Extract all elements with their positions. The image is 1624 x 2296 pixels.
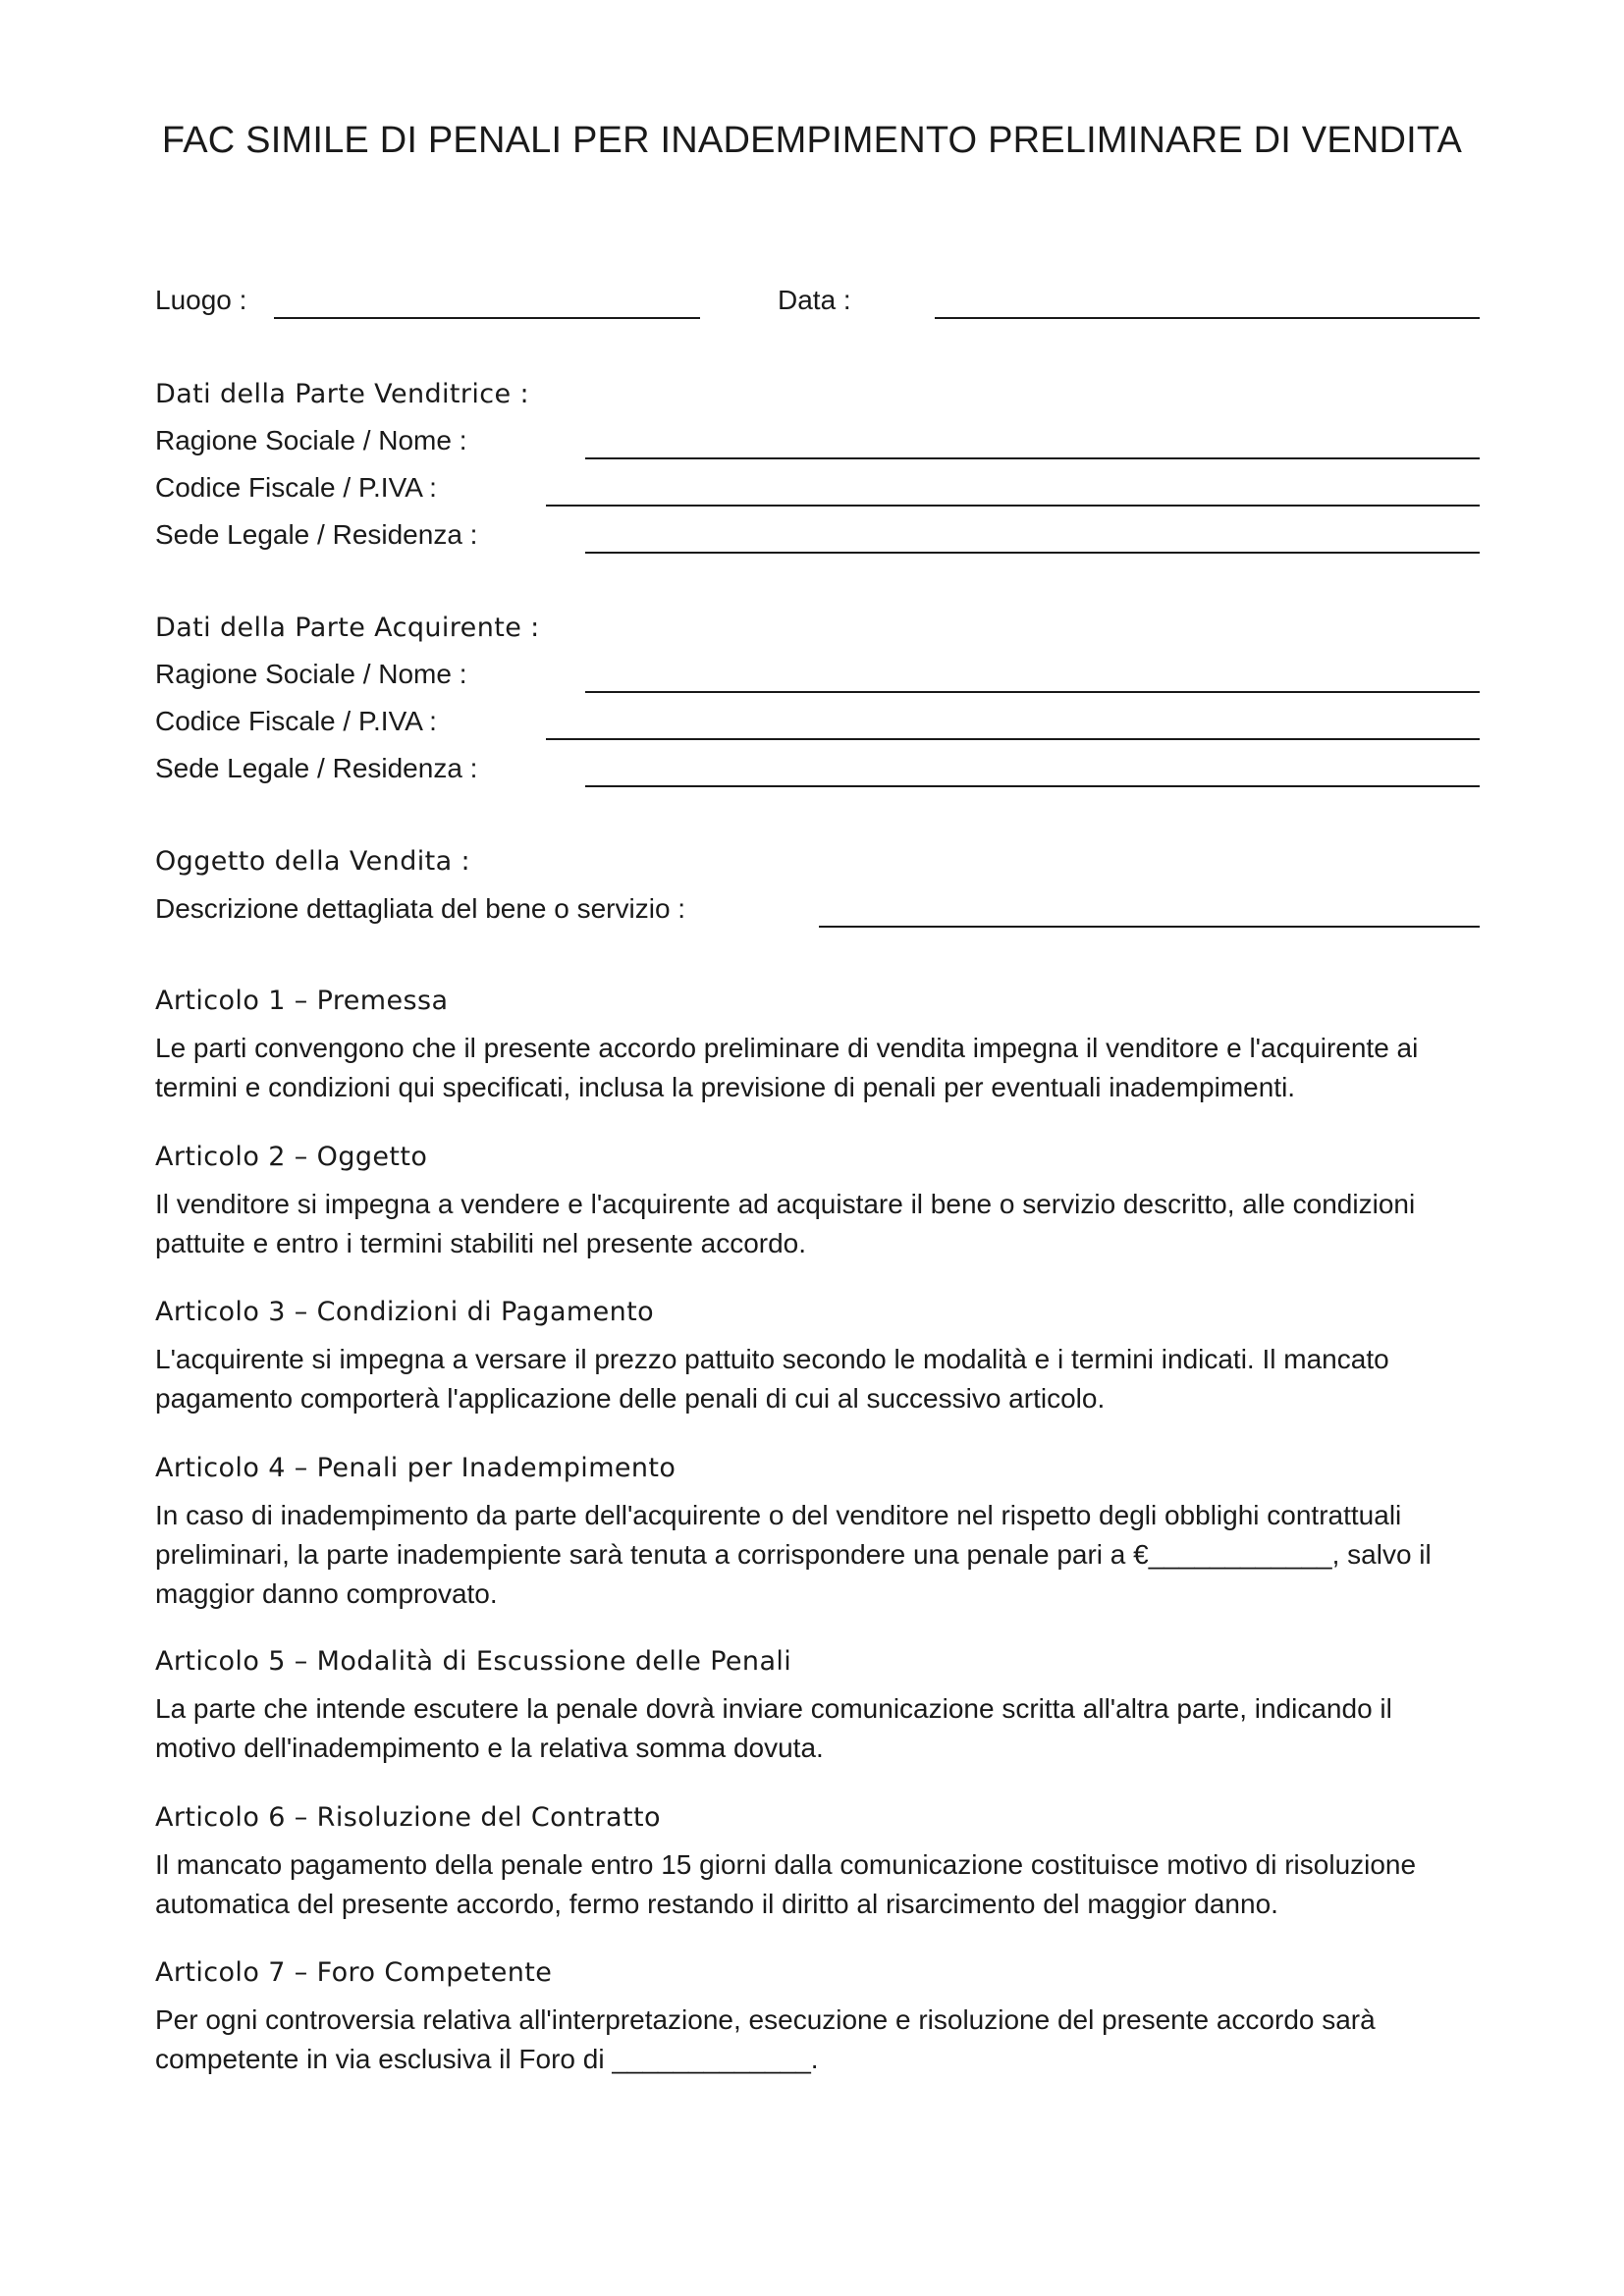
luogo-field[interactable] (274, 317, 700, 319)
article-6-text: Il mancato pagamento della penale entro 15 giorni dalla comunicazione costituisce motivo di risoluzione automatica del presente accordo, fermo restando il diritto al risarcimento del maggior danno. (155, 1849, 1417, 1919)
article-6-heading: Articolo 6 – Risoluzione del Contratto (155, 1802, 661, 1833)
article-7-heading: Articolo 7 – Foro Competente (155, 1957, 553, 1988)
acquirente-sede-field[interactable] (585, 785, 1480, 787)
article-2-text: Il venditore si impegna a vendere e l'acquirente ad acquistare il bene o servizio descritto, alle condizioni pattuite e entro i termini stabiliti nel presente accordo. (155, 1189, 1416, 1258)
luogo-label: Luogo : (155, 285, 247, 315)
acquirente-heading: Dati della Parte Acquirente : (155, 613, 540, 643)
article-3-heading: Articolo 3 – Condizioni di Pagamento (155, 1297, 655, 1327)
article-3-text: L'acquirente si impegna a versare il prezzo pattuito secondo le modalità e i termini indicati. Il mancato pagamento comporterà l'applicazione delle penali di cui al successivo articolo. (155, 1344, 1389, 1414)
article-4-heading: Articolo 4 – Penali per Inadempimento (155, 1453, 677, 1483)
acquirente-sede-label: Sede Legale / Residenza : (155, 753, 478, 783)
article-5-heading: Articolo 5 – Modalità di Escussione delle Penali (155, 1646, 792, 1677)
venditrice-sede-label: Sede Legale / Residenza : (155, 519, 478, 550)
venditrice-ragione-field[interactable] (585, 457, 1480, 459)
article-1-text: Le parti convengono che il presente accordo preliminare di vendita impegna il venditore e l'acquirente ai termini e condizioni qui specificati, inclusa la previsione di penali per eventuali inadempimenti. (155, 1033, 1419, 1102)
acquirente-ragione-field[interactable] (585, 691, 1480, 693)
document-title: FAC SIMILE DI PENALI PER INADEMPIMENTO PRELIMINARE DI VENDITA (161, 120, 1463, 161)
venditrice-heading: Dati della Parte Venditrice : (155, 379, 530, 409)
data-label: Data : (778, 285, 851, 315)
acquirente-codice-field[interactable] (546, 738, 1480, 740)
data-field[interactable] (935, 317, 1480, 319)
oggetto-descrizione-label: Descrizione dettagliata del bene o servizio : (155, 893, 686, 924)
oggetto-heading: Oggetto della Vendita : (155, 846, 471, 877)
article-1-heading: Articolo 1 – Premessa (155, 986, 449, 1016)
article-7-text: Per ogni controversia relativa all'interpretazione, esecuzione e risoluzione del presente accordo sarà competente in via esclusiva il Foro di _____________. (155, 2004, 1376, 2074)
venditrice-sede-field[interactable] (585, 552, 1480, 554)
venditrice-codice-label: Codice Fiscale / P.IVA : (155, 472, 437, 503)
venditrice-codice-field[interactable] (546, 505, 1480, 507)
article-4-text: In caso di inadempimento da parte dell'acquirente o del venditore nel rispetto degli obblighi contrattuali preliminari, la parte inadempiente sarà tenuta a corrispondere una penale pari a €____________, salvo il maggior danno comprovato. (155, 1500, 1432, 1609)
venditrice-ragione-label: Ragione Sociale / Nome : (155, 425, 467, 455)
article-5-text: La parte che intende escutere la penale dovrà inviare comunicazione scritta all'altra parte, indicando il motivo dell'inadempimento e la relativa somma dovuta. (155, 1693, 1392, 1763)
oggetto-descrizione-field[interactable] (819, 926, 1480, 928)
article-2-heading: Articolo 2 – Oggetto (155, 1142, 428, 1172)
acquirente-ragione-label: Ragione Sociale / Nome : (155, 659, 467, 689)
acquirente-codice-label: Codice Fiscale / P.IVA : (155, 706, 437, 736)
